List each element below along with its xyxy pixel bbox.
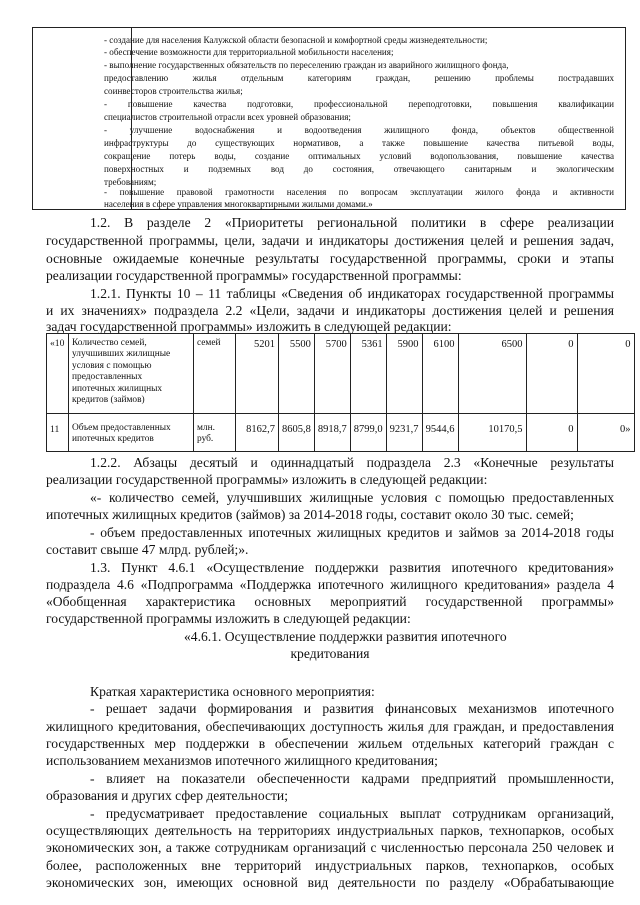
value-cell: 5900 (386, 334, 422, 414)
value-cell: 8162,7 (236, 414, 279, 452)
value-cell: 8605,8 (279, 414, 315, 452)
value-cell: 9544,6 (422, 414, 458, 452)
table-row (47, 414, 635, 452)
goals-line: - повышение правовой грамотности населения по вопросам эксплуатации жилого фонда и активности (104, 187, 614, 197)
goals-line: специалистов строительной отрасли всех уровней образования; (104, 112, 351, 122)
value-cell: 8799,0 (350, 414, 386, 452)
goals-line: - выполнение государственных обязательств по переселению граждан из аварийного жилищного фонда, (104, 60, 509, 70)
section-1-2-1-line: 1.2.1. Пункты 10 – 11 таблицы «Сведения об индикаторах государственной программы (90, 286, 614, 301)
section-1-2-1-line: и их значениях» подраздела 2.2 «Цели, задачи и индикаторы достижения целей и решения (46, 303, 614, 318)
brief-line: - предусматривает предоставление социальных выплат сотрудникам организаций, (90, 806, 614, 821)
section-1-3-line: «Обобщенная характеристика основных мероприятий государственной программы» (46, 594, 614, 609)
section-1-3-line: 1.3. Пункт 4.6.1 «Осуществление поддержки развития ипотечного кредитования» (90, 560, 614, 575)
row-number: 11 (47, 414, 69, 452)
goals-line: предоставлению жилья отдельным категориям граждан, решению проблемы пострадавших (104, 73, 614, 83)
value-cell: 5700 (314, 334, 350, 414)
section-1-2-2-line: реализации государственной программы» изложить в следующей редакции: (46, 472, 488, 487)
value-cell: 5201 (236, 334, 279, 414)
goals-line: сокращение потерь воды, создание оптимальных условий водопользования, повышение качества (104, 151, 614, 161)
goals-line: - создание для населения Калужской области безопасной и комфортной среды жизнедеятельности; (104, 35, 488, 45)
section-1-2-line: 1.2. В разделе 2 «Приоритеты региональной политики в сфере реализации (90, 215, 614, 230)
goals-line: - обеспечение возможности для территориальной мобильности населения; (104, 47, 394, 57)
brief-line: образования и других сфер деятельности; (46, 788, 288, 803)
brief-line: жилищного кредитования, обеспечивающих доступность жилья для граждан, и предоставления (46, 719, 614, 734)
section-1-2-line: основные ожидаемые конечные результаты государственной программы, сроки и этапы (46, 251, 614, 266)
section-1-2-2-line: 1.2.2. Абзацы десятый и одиннадцатый подраздела 2.3 «Конечные результаты (90, 455, 614, 470)
row-number: «10 (47, 334, 69, 414)
value-cell: 6100 (422, 334, 458, 414)
brief-line: - решает задачи формирования и развития финансовых механизмов ипотечного (90, 701, 614, 716)
value-cell: 5500 (279, 334, 315, 414)
brief-line: использованием механизмов ипотечного жилищного кредитования; (46, 753, 438, 768)
value-cell: 10170,5 (458, 414, 526, 452)
value-cell: 8918,7 (314, 414, 350, 452)
goals-line: требованиям; (104, 177, 157, 187)
section-1-3-line: государственной программы изложить в следующей редакции: (46, 611, 411, 626)
goals-line: инфраструктуры до существующих нормативов, а также повышение качества питьевой воды, (104, 138, 614, 148)
brief-line: экономических зон, а также сотрудникам организаций с численностью персонала 250 человек и (46, 840, 614, 855)
goals-line: соинвесторов строительства жилья; (104, 86, 243, 96)
value-cell: 0 (526, 414, 577, 452)
indicator-name: Количество семей, улучшивших жилищные условия с помощью предоставленных ипотечных жилищных кредитов (займов) (69, 334, 194, 414)
indicator-name: Объем предоставленных ипотечных кредитов (69, 414, 194, 452)
section-1-2-2-line: ипотечных жилищных кредитов (займов) за 2014-2018 годы, составит около 30 тыс. семей; (46, 507, 574, 522)
section-1-2-1-line: задач государственной программы» изложить в следующей редакции: (46, 319, 452, 334)
value-cell: 0» (577, 414, 634, 452)
table-row (47, 334, 635, 414)
indicator-table (46, 333, 635, 452)
value-cell: 6500 (458, 334, 526, 414)
value-cell: 0 (526, 334, 577, 414)
brief-line: Краткая характеристика основного мероприятия: (90, 684, 375, 699)
brief-line: государственных мер поддержки в обеспечении жильем отдельных категорий граждан с (46, 736, 614, 751)
section-1-2-2-line: составит свыше 47 млрд. рублей;». (46, 542, 249, 557)
brief-line: экономических зон, имеющих основной вид деятельности по разделу «Обрабатывающие (46, 875, 614, 890)
value-cell: 5361 (350, 334, 386, 414)
goals-line: поверхностных и подземных вод до состояния, отвечающего санитарным и экологическим (104, 164, 614, 174)
goals-line: - повышение качества подготовки, профессиональной переподготовки, повышения квалификации (104, 99, 614, 109)
unit: семей (194, 334, 236, 414)
section-1-3-line: подраздела 4.6 «Подпрограмма «Поддержка ипотечного жилищного кредитования» раздела 4 (46, 577, 614, 592)
section-1-2-2-line: - объем предоставленных ипотечных жилищных кредитов и займов за 2014-2018 годы (90, 525, 614, 540)
section-1-2-line: реализации государственной программы» государственной программы: (46, 268, 462, 283)
brief-line: осуществляющих деятельность на территориях индустриальных парков, технопарков, особых (46, 823, 614, 838)
goals-line: населения в сфере управления многоквартирными жилыми домами.» (104, 199, 373, 209)
brief-line: - влияет на показатели обеспеченности кадрами предприятий промышленности, (90, 771, 614, 786)
subsection-heading: «4.6.1. Осуществление поддержки развития ипотечного (184, 629, 507, 644)
value-cell: 0 (577, 334, 634, 414)
value-cell: 9231,7 (386, 414, 422, 452)
section-1-2-line: государственной программы, цели, задачи и индикаторы достижения целей и решения задач, (46, 233, 614, 248)
section-1-2-2-line: «- количество семей, улучшивших жилищные условия с помощью предоставленных (90, 490, 614, 505)
subsection-heading: кредитования (290, 646, 370, 661)
unit: млн. руб. (194, 414, 236, 452)
brief-line: более, расположенных вне территорий индустриальных парков, технопарков, особых (46, 858, 614, 873)
goals-line: - улучшение водоснабжения и водоотведения жилищного фонда, объектов общественной (104, 125, 614, 135)
